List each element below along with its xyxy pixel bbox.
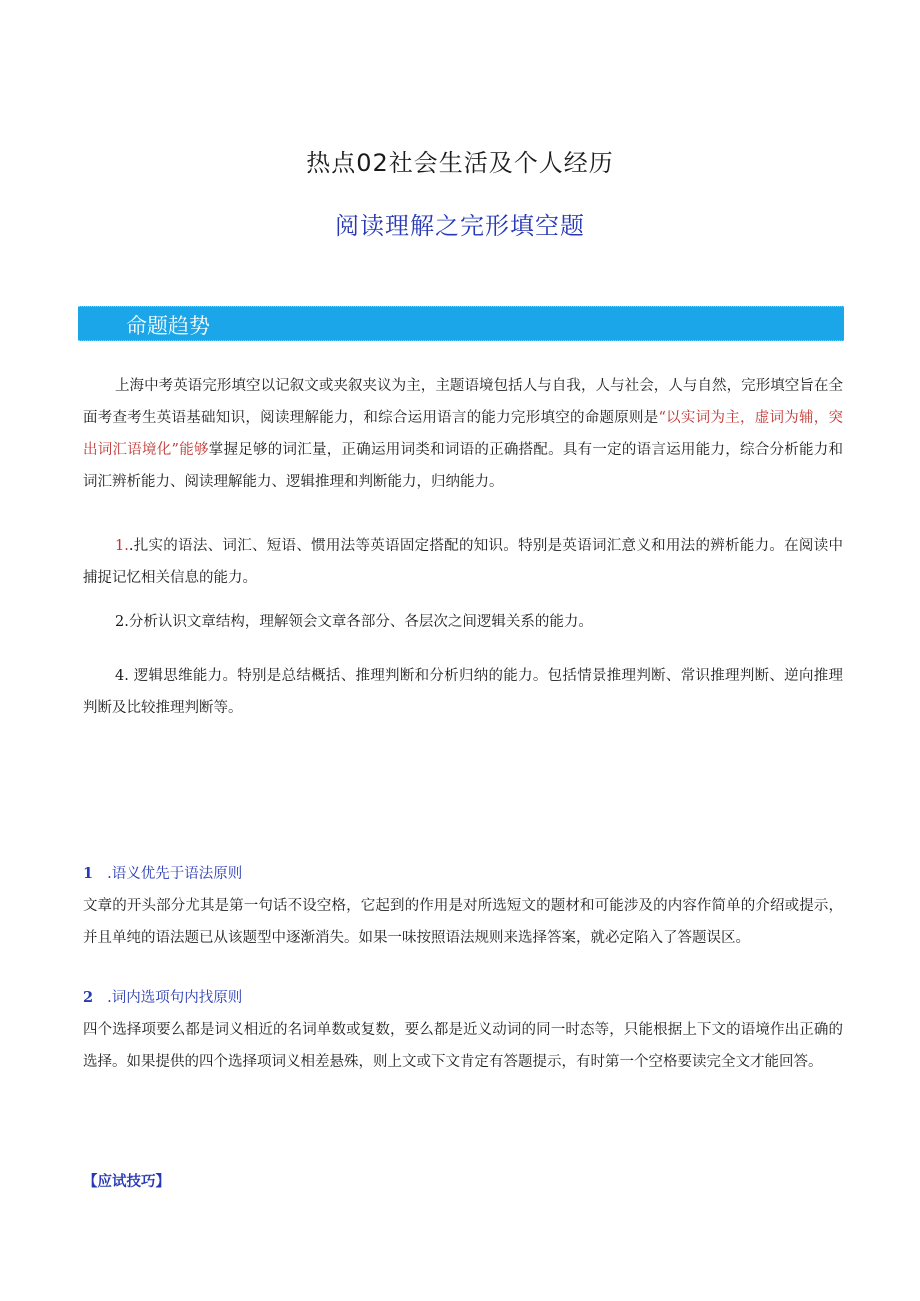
- principle-number: 1: [83, 865, 94, 882]
- intro-highlight: “以实词为主，虚词为辅，突出词汇语境化”能够: [83, 410, 843, 458]
- ability-item-2: [83, 606, 843, 638]
- banner-label: 命题趋势: [126, 314, 210, 338]
- intro-text-part1: 上海中考英语完形填空以记叙文或夹叙夹议为主，主题语境包括人与自我，人与社会，人与自然，完形填空旨在全面考查考生英语基础知识，阅读理解能力，和综合运用语言的能力完形填空的命题原则是: [83, 378, 843, 426]
- principle-number: 2: [83, 989, 94, 1006]
- intro-paragraph: [83, 370, 843, 498]
- ability-text: .扎实的语法、词汇、短语、惯用法等英语固定搭配的知识。特别是英语词汇意义和用法的辨析能力。在阅读中捕捉记忆相关信息的能力。: [83, 538, 843, 586]
- document-title: 热点02社会生活及个人经历: [306, 149, 614, 177]
- principle-title: .语义优先于语法原则: [107, 866, 243, 882]
- principle-title: .词内选项句内找原则: [107, 990, 243, 1006]
- document-subtitle: 阅读理解之完形填空题: [335, 212, 585, 240]
- ability-number: 1.: [115, 538, 129, 554]
- intro-text-part2: 掌握足够的词汇量，正确运用词类和词语的正确搭配。具有一定的语言运用能力，综合分析能力和词汇辨析能力、阅读理解能力、逻辑推理和判断能力，归纳能力。: [83, 442, 844, 490]
- ability-text: 分析认识文章结构，理解领会文章各部分、各层次之间逻辑关系的能力。: [128, 614, 593, 630]
- ability-item-4: [83, 660, 843, 724]
- principle-heading-2: [83, 986, 242, 1010]
- ability-item-1: [83, 530, 843, 594]
- ability-number: 2.: [115, 614, 129, 630]
- ability-number: 4.: [115, 668, 129, 684]
- exam-tips-heading: 【应试技巧】: [83, 1173, 170, 1190]
- principle-body-2: 四个选择项要么都是词义相近的名词单数或复数，要么都是近义动词的同一时态等，只能根据上下文的语境作出正确的选择。如果提供的四个选择项词义相差悬殊，则上文或下文肯定有答题提示，有时第一个空格要读完全文才能回答。: [83, 1022, 843, 1070]
- principle-heading-1: [83, 862, 242, 886]
- principle-body-1: 文章的开头部分尤其是第一句话不设空格，它起到的作用是对所选短文的题材和可能涉及的内容作简单的介绍或提示，并且单纯的语法题已从该题型中逐渐消失。如果一味按照语法规则来选择答案，就必定陷入了答题误区。: [83, 898, 843, 946]
- section-banner: [78, 306, 844, 341]
- ability-text: 逻辑思维能力。特别是总结概括、推理判断和分析归纳的能力。包括情景推理判断、常识推理判断、逆向推理判断及比较推理判断等。: [83, 668, 844, 716]
